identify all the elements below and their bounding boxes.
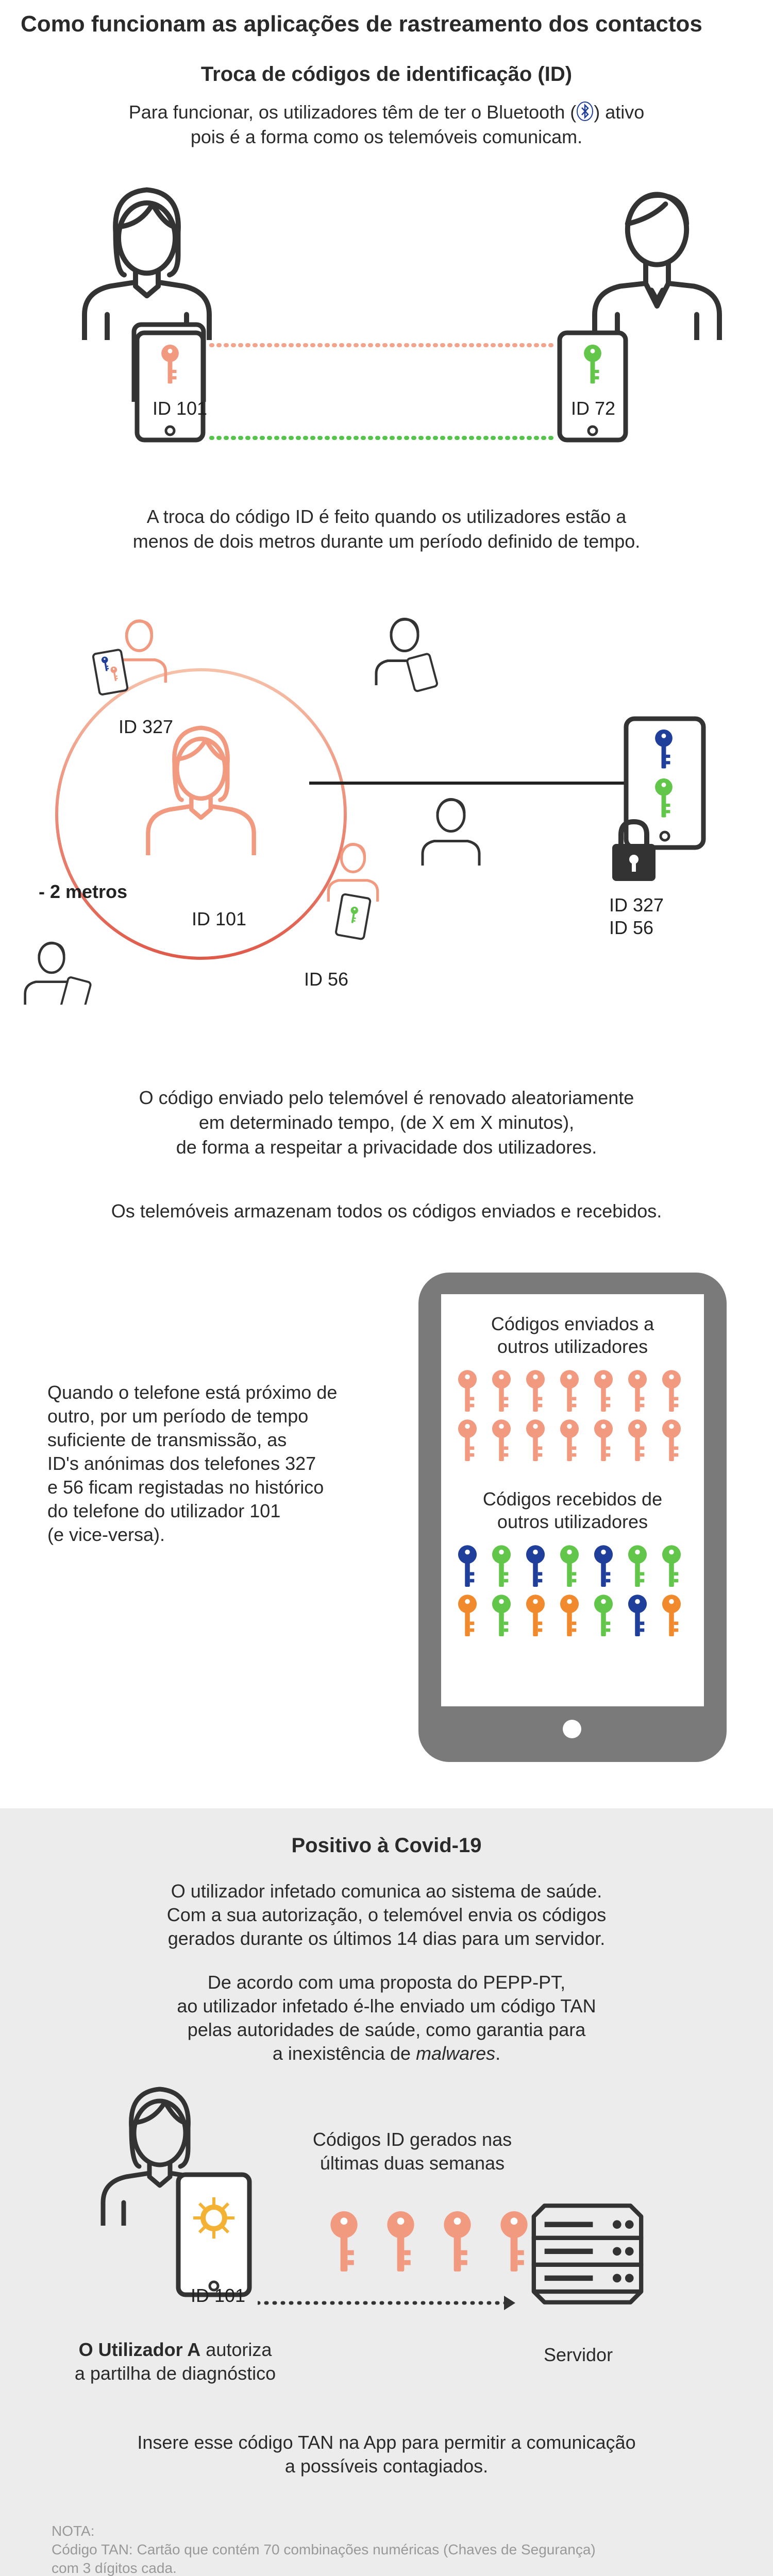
section3-para1 bbox=[0, 1879, 773, 1951]
locked-id-2: ID 56 bbox=[609, 917, 654, 938]
locked-ids bbox=[609, 894, 664, 939]
key-icon bbox=[628, 1545, 647, 1587]
bluetooth-icon bbox=[576, 101, 594, 122]
note-title: NOTA: bbox=[52, 2523, 95, 2539]
phone-user-a bbox=[175, 2172, 253, 2298]
renew-line1: O código enviado pelo telemóvel é renovado aleatoriamente bbox=[139, 1087, 634, 1108]
key-icon bbox=[662, 1595, 681, 1636]
distance-text-1: A troca do código ID é feito quando os utilizadores estão a bbox=[146, 506, 627, 527]
key-icon bbox=[560, 1545, 579, 1587]
user-a-caption bbox=[36, 2338, 314, 2385]
section1-heading: Troca de códigos de identificação (ID) bbox=[200, 63, 573, 86]
side-line: e 56 ficam registadas no histórico bbox=[47, 1477, 324, 1498]
key-icon bbox=[594, 1370, 613, 1412]
received-label-line2: outros utilizadores bbox=[497, 1511, 648, 1532]
key-icon bbox=[560, 1419, 579, 1461]
sent-label bbox=[441, 1313, 704, 1358]
key-icon bbox=[526, 1419, 545, 1461]
virus-icon bbox=[193, 2197, 234, 2239]
section3-para2 bbox=[0, 1971, 773, 2065]
side-line: do telefone do utilizador 101 bbox=[47, 1500, 281, 1521]
page-title: Como funcionam as aplicações de rastreamento dos contactos bbox=[21, 11, 702, 37]
phone-left-id: ID 101 bbox=[153, 398, 208, 419]
server-icon bbox=[523, 2200, 652, 2308]
tan-text bbox=[0, 2431, 773, 2478]
label-id-327: ID 327 bbox=[119, 716, 174, 737]
key-icon bbox=[628, 1370, 647, 1412]
note-line: Código TAN: Cartão que contém 70 combinações numéricas (Chaves de Segurança) bbox=[52, 2541, 596, 2557]
key-icon bbox=[560, 1370, 579, 1412]
key-icon bbox=[662, 1370, 681, 1412]
key-icon bbox=[628, 1595, 647, 1636]
store-text: Os telemóveis armazenam todos os códigos enviados e recebidos. bbox=[111, 1200, 662, 1222]
key-icon bbox=[594, 1595, 613, 1636]
codes-label bbox=[258, 2128, 567, 2175]
para2-line: pelas autoridades de saúde, como garantia para bbox=[187, 2019, 586, 2040]
distance-text-2: menos de dois metros durante um período definido de tempo. bbox=[132, 531, 641, 552]
side-explanation bbox=[47, 1381, 408, 1547]
section1-intro-line2: pois é a forma como os telemóveis comunicam. bbox=[190, 126, 583, 147]
user-a-caption-line1: O Utilizador A autoriza bbox=[78, 2339, 272, 2360]
proximity-diagram bbox=[10, 592, 763, 1005]
side-line: Quando o telefone está próximo de bbox=[47, 1382, 338, 1403]
renew-line3: de forma a respeitar a privacidade dos utilizadores. bbox=[176, 1137, 597, 1158]
key-icon bbox=[492, 1595, 511, 1636]
para2-line: ao utilizador infetado é-lhe enviado um código TAN bbox=[177, 1995, 596, 2016]
key-icon bbox=[662, 1419, 681, 1461]
key-icon bbox=[560, 1595, 579, 1636]
codes-label-line2: últimas duas semanas bbox=[320, 2153, 505, 2174]
note-line: com 3 dígitos cada. bbox=[52, 2560, 177, 2576]
received-label bbox=[441, 1488, 704, 1533]
user-a-caption-line2: a partilha de diagnóstico bbox=[74, 2363, 276, 2384]
key-icon bbox=[594, 1545, 613, 1587]
codes-label-line1: Códigos ID gerados nas bbox=[312, 2129, 512, 2150]
key-icon bbox=[662, 1545, 681, 1587]
section3-heading: Positivo à Covid-19 bbox=[291, 1834, 482, 1857]
tan-line: Insere esse código TAN na App para permitir a comunicação bbox=[137, 2432, 636, 2453]
key-icon bbox=[628, 1419, 647, 1461]
section1-intro-line1: Para funcionar, os utilizadores têm de ter o Bluetooth ( ) ativo bbox=[128, 101, 645, 123]
key-icon bbox=[526, 1370, 545, 1412]
para2-line: a inexistência de malwares. bbox=[272, 2043, 501, 2064]
sent-label-line1: Códigos enviados a bbox=[491, 1313, 654, 1334]
upload-keys bbox=[258, 2200, 546, 2318]
side-line: (e vice-versa). bbox=[47, 1524, 165, 1545]
key-icon bbox=[526, 1545, 545, 1587]
phone-user-a-id: ID 101 bbox=[191, 2285, 246, 2306]
key-icon bbox=[492, 1370, 511, 1412]
home-button bbox=[563, 1720, 581, 1738]
side-line: suficiente de transmissão, as bbox=[47, 1429, 287, 1450]
side-line: outro, por um período de tempo bbox=[47, 1405, 309, 1427]
key-icon bbox=[594, 1419, 613, 1461]
renew-line2: em determinado tempo, (de X em X minutos), bbox=[198, 1112, 575, 1133]
label-id-101: ID 101 bbox=[192, 908, 247, 929]
key-icon bbox=[458, 1545, 477, 1587]
para1-line: Com a sua autorização, o telemóvel envia os códigos bbox=[166, 1904, 607, 1925]
phone-right-id: ID 72 bbox=[571, 398, 616, 419]
para1-line: gerados durante os últimos 14 dias para um servidor. bbox=[167, 1928, 606, 1949]
server-label: Servidor bbox=[544, 2344, 613, 2365]
tan-line: a possíveis contagiados. bbox=[284, 2455, 489, 2477]
phone-right bbox=[557, 330, 629, 443]
key-icon bbox=[526, 1595, 545, 1636]
received-label-line1: Códigos recebidos de bbox=[482, 1488, 663, 1510]
side-line: ID's anónimas dos telefones 327 bbox=[47, 1453, 316, 1474]
key-icon bbox=[492, 1545, 511, 1587]
para1-line: O utilizador infetado comunica ao sistema de saúde. bbox=[171, 1880, 602, 1902]
key-icon bbox=[458, 1595, 477, 1636]
label-id-56: ID 56 bbox=[304, 969, 349, 990]
key-icon bbox=[492, 1419, 511, 1461]
received-keys-grid bbox=[453, 1545, 696, 1642]
sent-keys-grid bbox=[453, 1369, 696, 1467]
para2-line: De acordo com uma proposta do PEPP-PT, bbox=[207, 1972, 566, 1993]
phone-left bbox=[134, 330, 206, 443]
key-icon bbox=[458, 1419, 477, 1461]
distance-label: - 2 metros bbox=[39, 881, 128, 902]
locked-id-1: ID 327 bbox=[609, 894, 664, 916]
note-block bbox=[52, 2522, 721, 2576]
key-icon bbox=[458, 1370, 477, 1412]
exchange-dots bbox=[206, 335, 562, 448]
sent-label-line2: outros utilizadores bbox=[497, 1336, 648, 1357]
